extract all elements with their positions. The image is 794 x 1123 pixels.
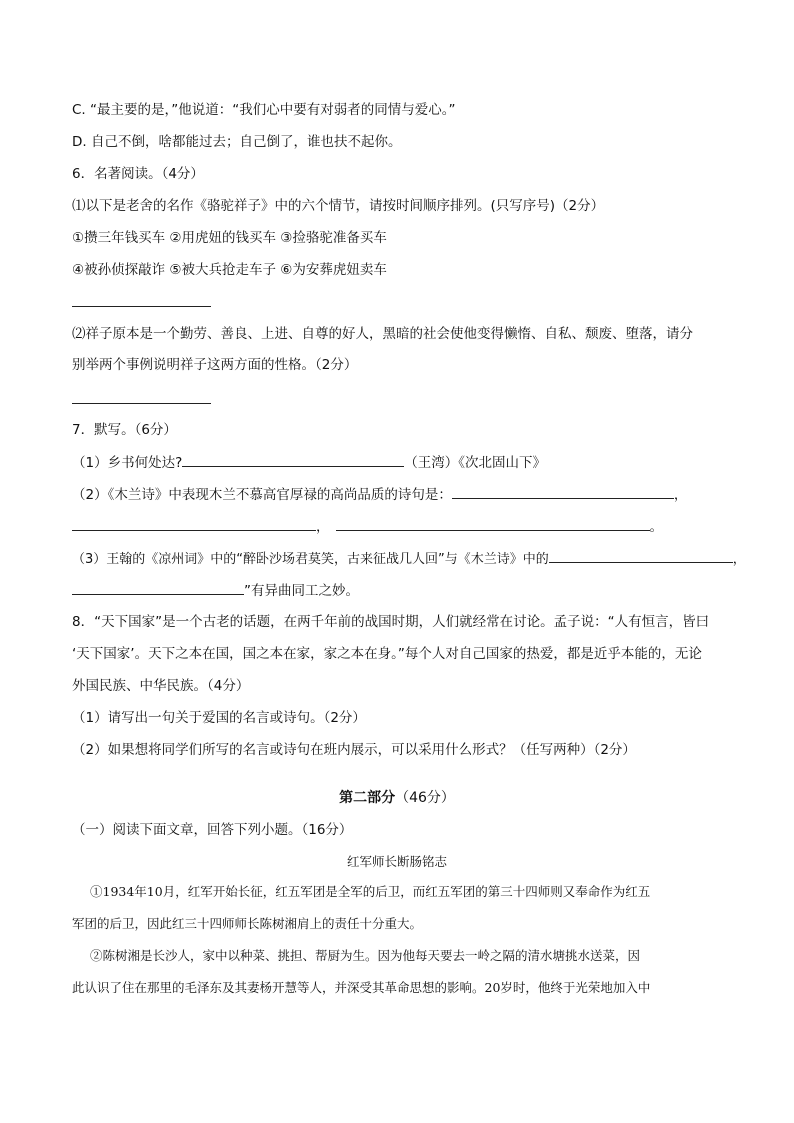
q7-line1 [72,452,546,473]
part2-heading [0,788,794,808]
q8-line3: 外国民族、中华民族。（4分） [72,678,250,694]
q6-items-row2: ④被孙侦探敲诈 ⑤被大兵抢走车子 ⑥为安葬虎妞卖车 [72,262,387,278]
comma: ， [673,487,688,503]
q6-answer-line-1 [72,306,211,307]
q7-line4-suffix: ”有异曲同工之妙。 [244,583,359,599]
fill-blank [336,516,650,531]
fill-blank [182,452,404,467]
q7-line3 [72,548,746,570]
q7-line1-prefix: （1）乡书何处达? [72,455,183,471]
q6-answer-line-2 [72,403,211,404]
q6-part2-line2: 别举两个事例说明祥子这两方面的性格。（2分） [72,357,358,373]
article-p2-line1: ②陈树湘是长沙人，家中以种菜、挑担、帮厨为生。因为他每天要去一岭之隔的清水塘挑水送菜，因 [90,948,641,963]
fill-blank [72,516,316,531]
option-c: C. “最主要的是，”他说道：“我们心中要有对弱者的同情与爱心。” [72,102,456,118]
q7-line2-prefix: （2）《木兰诗》中表现木兰不慕高官厚禄的高尚品质的诗句是： [72,487,452,503]
comma: ， [316,519,330,535]
q7-line2b [72,516,663,537]
q8-sub2: （2）如果想将同学们所写的名言或诗句在班内展示，可以采用什么形式？（任写两种）（2分） [72,742,636,758]
q7-line4 [72,580,359,601]
q8-line2: ‘天下国家’。天下之本在国，国之本在家，家之本在身。”每个人对自己国家的热爱，都是近乎本能的，无论 [72,646,702,662]
q7-line2 [72,484,687,505]
q7-line3-prefix: （3）王翰的《凉州词》中的“醉卧沙场君莫笑，古来征战几人回”与《木兰诗》中的 [72,552,549,567]
part2-heading-text: 第二部分 [339,790,396,806]
q8-line1: 8．“天下国家”是一个古老的话题，在两千年前的战国时期，人们就经常在讨论。孟子说：“人有恒言，皆曰 [72,614,710,630]
q7-title: 7．默写。（6分） [72,422,177,438]
q6-part2-line1: ⑵祥子原本是一个勤劳、善良、上进、自尊的好人，黑暗的社会使他变得懒惰、自私、颓废、堕落，请分 [72,326,693,342]
article-title: 红军师长断肠铭志 [346,854,447,869]
part2-score: （46分） [395,790,455,806]
part2-intro: （一）阅读下面文章，回答下列小题。（16分） [72,822,353,838]
q6-items-row1: ①攒三年钱买车 ②用虎妞的钱买车 ③捡骆驼准备买车 [72,230,387,246]
q6-title: 6．名著阅读。（4分） [72,166,204,182]
comma: ， [732,552,746,567]
article-p2-line2: 此认识了住在那里的毛泽东及其妻杨开慧等人，并深受其革命思想的影响。20岁时，他终于光荣地加入中 [72,980,651,995]
q7-line1-suffix: （王湾）《次北固山下》 [404,455,547,471]
fill-blank [452,484,674,499]
fill-blank [549,548,733,563]
article-p1-line1: ①1934年10月，红军开始长征，红五军团是全军的后卫，而红五军团的第三十四师则又奉命作为红五 [90,884,651,899]
fill-blank [72,580,244,595]
article-p1-line2: 军团的后卫，因此红三十四师师长陈树湘肩上的责任十分重大。 [72,916,423,931]
option-d: D. 自己不倒，啥都能过去；自己倒了，谁也扶不起你。 [72,134,402,150]
period: 。 [649,519,663,535]
q8-sub1: （1）请写出一句关于爱国的名言或诗句。（2分） [72,710,366,726]
q6-part1-prompt: ⑴以下是老舍的名作《骆驼祥子》中的六个情节，请按时间顺序排列。(只写序号)（2分） [72,198,605,214]
